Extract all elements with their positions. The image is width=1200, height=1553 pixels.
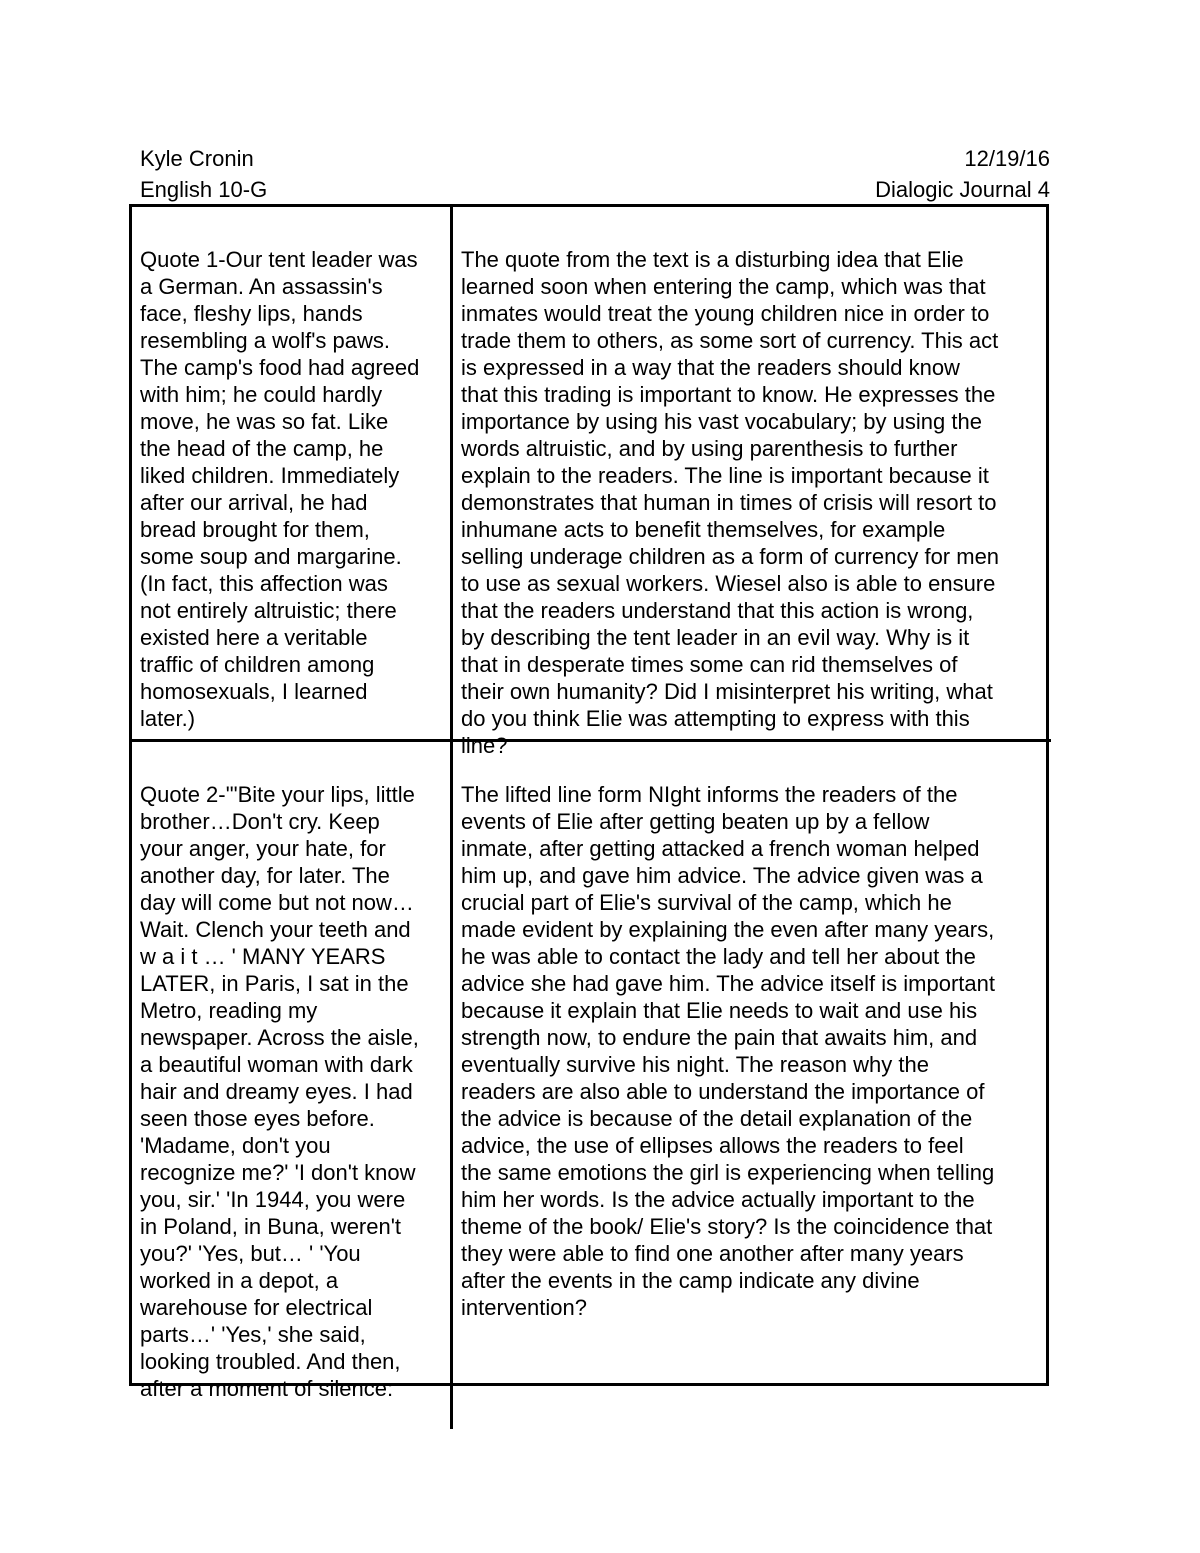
document-date: 12/19/16 [964, 146, 1050, 171]
assignment-title: Dialogic Journal 4 [875, 177, 1050, 202]
quote-text-2: Quote 2-'"Bite your lips, little brother…Don't cry. Keep your anger, your hate, for another day, for later. The day will come but not now… Wait. Clench your teeth and w a i t … ' MANY YEARS LATER, in Paris, I sat in the Metro, reading my newspaper. Across the aisle, a beautiful woman with dark hair and dreamy eyes. I had seen those eyes before. 'Madame, don't you recognize me?' 'I don't know you, sir.' 'In 1944, you were in Poland, in Buna, weren't you?' 'Yes, but… ' 'You worked in a depot, a warehouse for electrical parts…' 'Yes,' she said, looking troubled. And then, after a moment of silence: [140, 782, 419, 1401]
response-cell-1 [453, 207, 1051, 758]
document-header [140, 143, 1050, 205]
response-text-2: The lifted line form NIght informs the readers of the events of Elie after getting beaten up by a fellow inmate, after getting attacked a french woman helped him up, and gave him advice. The advice given was a crucial part of Elie's survival of the camp, which he made evident by explaining the even after many years, he was able to contact the lady and tell her about the advice she had gave him. The advice itself is important because it explain that Elie needs to wait and use his strength now, to endure the pain that awaits him, and eventually survive his night. The reason why the readers are also able to understand the importance of the advice is because of the detail explanation of the advice, the use of ellipses allows the readers to feel the same emotions the girl is experiencing when telling him her words. Is the advice actually important to the theme of the book/ Elie's story? Is the coincidence that they were able to find one another after many years after the events in the camp indicate any divine intervention? [461, 782, 995, 1320]
quote-cell-1 [132, 207, 453, 742]
dialogic-journal-table [129, 204, 1049, 1401]
header-row-1 [140, 143, 1050, 174]
quote-text-1: Quote 1-Our tent leader was a German. An assassin's face, fleshy lips, hands resembling a wolf's paws. The camp's food had agreed with him; he could hardly move, he was so fat. Like the head of the camp, he liked children. Immediately after our arrival, he had bread brought for them, some soup and margarine. (In fact, this affection was not entirely altruistic; there existed here a veritable traffic of children among homosexuals, I learned later.) [140, 247, 420, 731]
course-name: English 10-G [140, 177, 268, 202]
student-name: Kyle Cronin [140, 146, 254, 171]
response-text-1: The quote from the text is a disturbing idea that Elie learned soon when entering the camp, which was that inmates would treat the young children nice in order to trade them to others, as some sort of currency. This act is expressed in a way that the readers should know that this trading is important to know. He expresses the importance by using his vast vocabulary; by using the words altruistic, and by using parenthesis to further explain to the readers. The line is important because it demonstrates that human in times of crisis will resort to inhumane acts to benefit themselves, for example selling underage children as a form of currency for men to use as sexual workers. Wiesel also is able to ensure that the readers understand that this action is wrong, by describing the tent leader in an evil way. Why is it that in desperate times some can rid themselves of their own humanity? Did I misinterpret his writing, what do you think Elie was attempting to express with this line? [461, 247, 1000, 758]
quote-cell-2 [132, 742, 453, 1429]
header-row-2 [140, 174, 1050, 205]
response-cell-2 [453, 742, 1051, 1429]
